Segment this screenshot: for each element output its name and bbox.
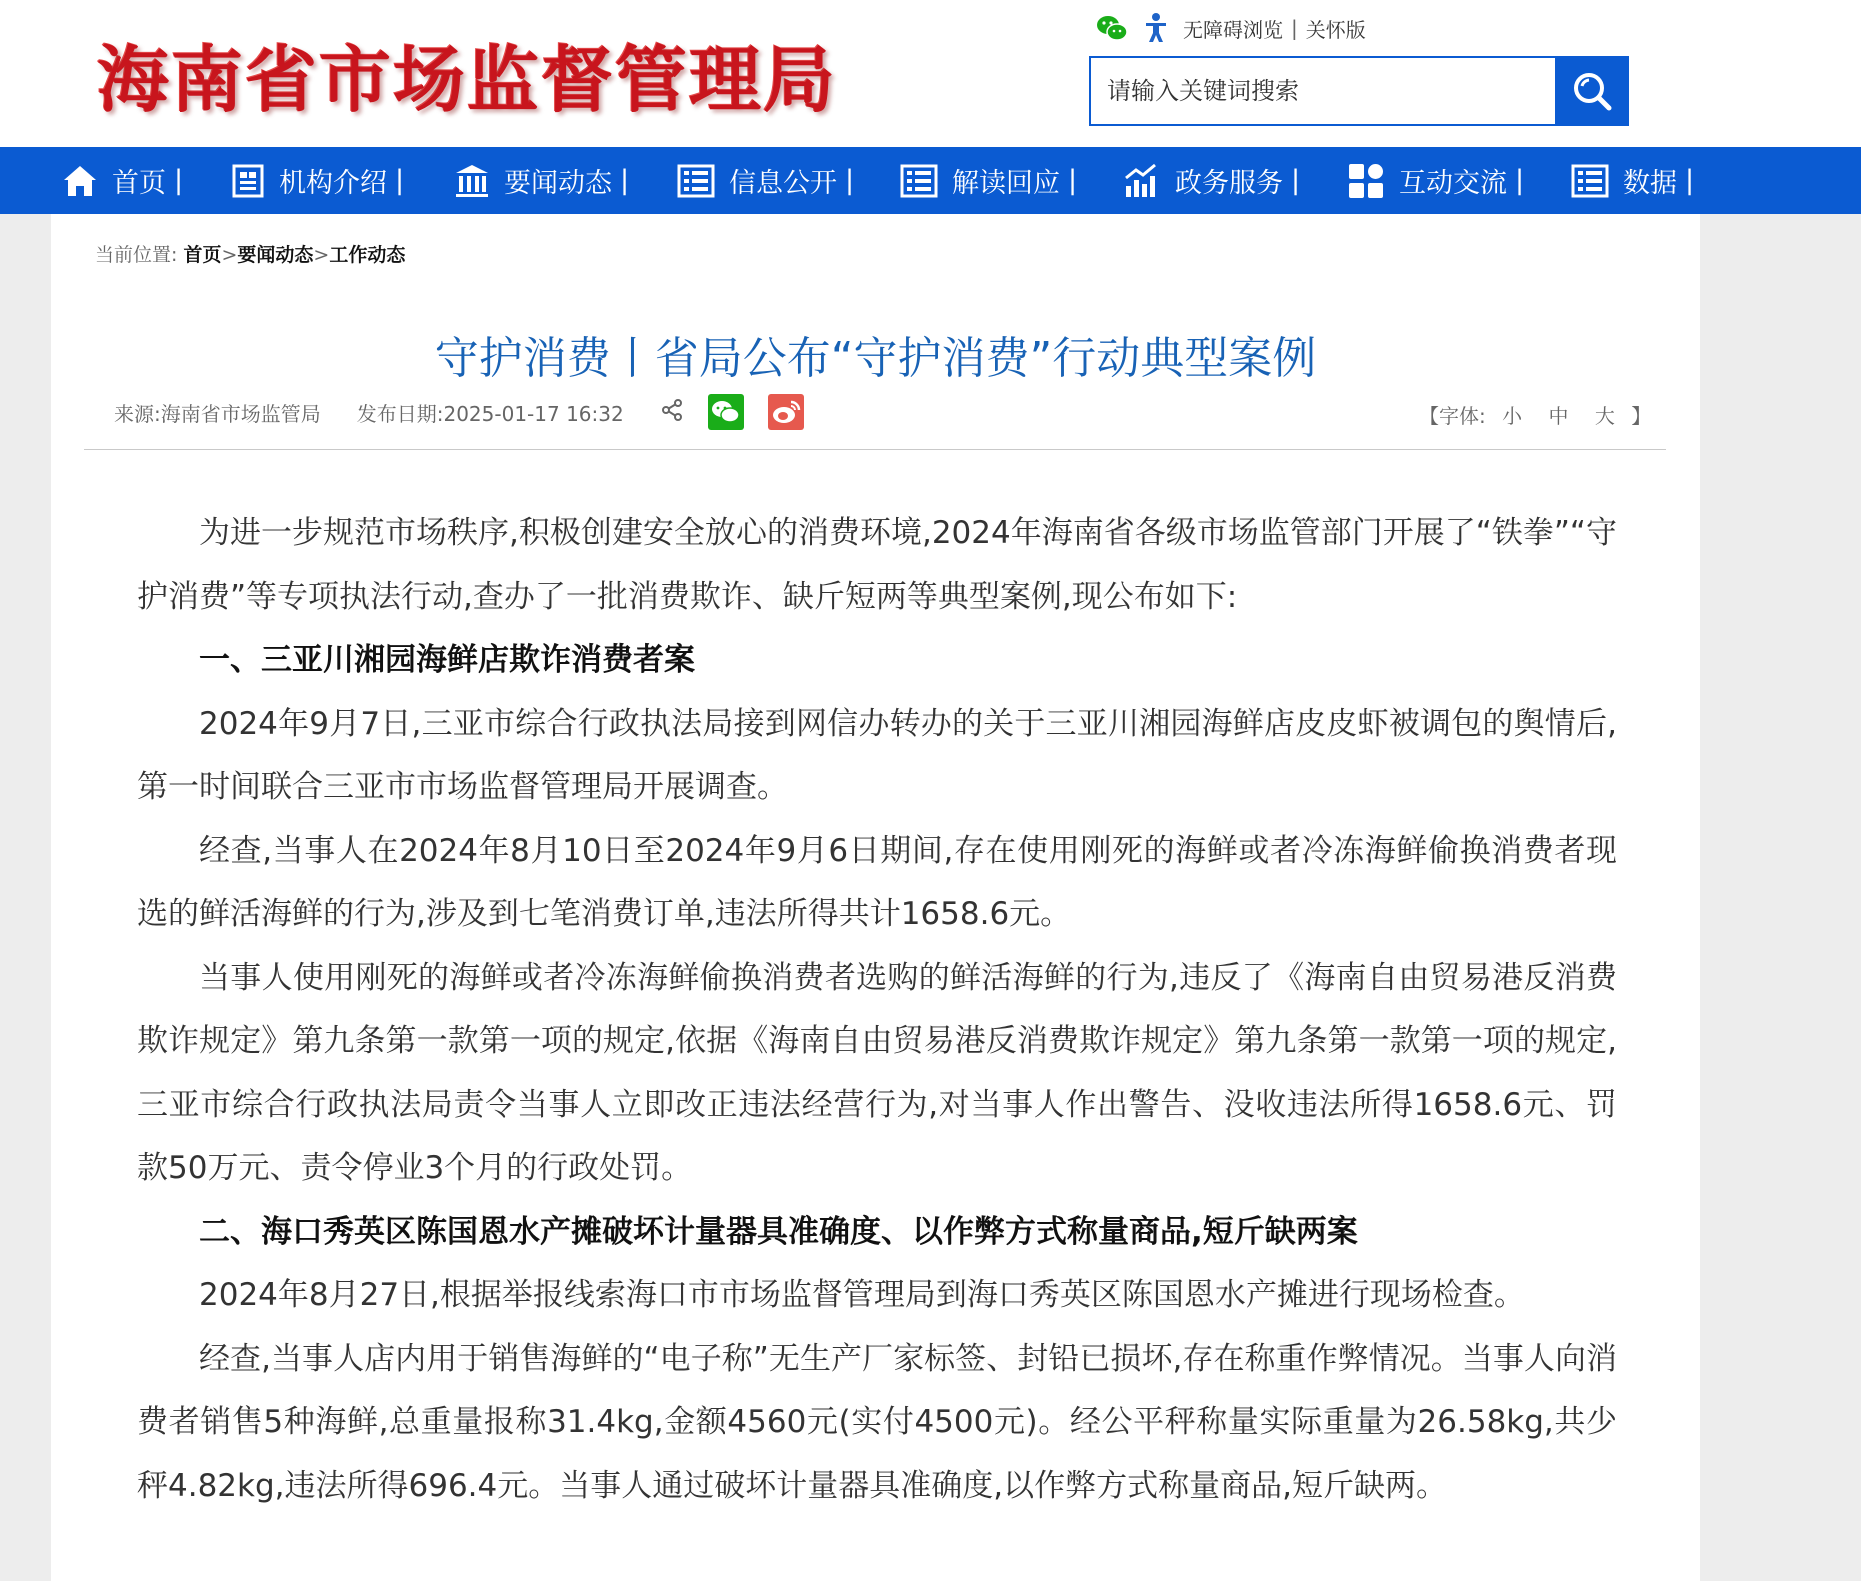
divider xyxy=(84,449,1666,450)
article-paragraph: 经查,当事人店内用于销售海鲜的“电子称”无生产厂家标签、封铅已损坏,存在称重作弊情况。当事人向消费者销售5种海鲜,总重量报称31.4kg,金额4560元(实付4500元)。经公平秤称量实际重量为26.58kg,共少秤4.82kg,违法所得696.4元。当事人通过破坏计量器具准确度,以作弊方式称量商品,短斤缺两。 xyxy=(137,1340,1617,1504)
wechat-icon[interactable] xyxy=(1095,11,1129,45)
list-icon xyxy=(900,163,938,199)
nav-item-label: 信息公开 xyxy=(729,168,837,199)
article-section-heading: 二、海口秀英区陈国恩水产摊破坏计量器具准确度、以作弊方式称量商品,短斤缺两案 xyxy=(199,1213,1358,1250)
nav-item-label: 数据 xyxy=(1623,168,1677,199)
search-box xyxy=(1089,56,1629,126)
nav-item-info[interactable] xyxy=(677,147,854,214)
share-icon[interactable] xyxy=(660,398,684,427)
nav-item-interaction[interactable] xyxy=(1347,147,1524,214)
home-icon xyxy=(62,163,98,199)
top-links-separator: | xyxy=(1291,16,1298,40)
breadcrumb-arrow: > xyxy=(221,244,238,266)
nav-item-label: 互动交流 xyxy=(1399,168,1507,199)
nav-item-news[interactable] xyxy=(454,147,629,214)
accessibility-link[interactable]: 无障碍浏览 xyxy=(1183,17,1283,42)
accessibility-icon[interactable] xyxy=(1139,11,1173,45)
article-section-heading: 一、三亚川湘园海鲜店欺诈消费者案 xyxy=(199,642,695,678)
article-source: 来源:海南省市场监管局 xyxy=(114,401,321,426)
breadcrumb-arrow: > xyxy=(313,244,330,266)
breadcrumb-news[interactable]: 要闻动态 xyxy=(237,244,314,266)
search-button[interactable] xyxy=(1555,56,1629,126)
top-links xyxy=(1095,8,1366,48)
article-title: 守护消费丨省局公布“守护消费”行动典型案例 xyxy=(434,333,1317,384)
nav-separator: | xyxy=(1515,165,1525,196)
nav-separator: | xyxy=(1291,165,1301,196)
breadcrumb xyxy=(95,240,405,267)
nav-item-service[interactable] xyxy=(1123,147,1300,214)
nav-separator: | xyxy=(395,165,405,196)
search-input[interactable] xyxy=(1091,58,1551,124)
org-icon xyxy=(231,163,265,199)
breadcrumb-work[interactable]: 工作动态 xyxy=(329,244,406,266)
nav-separator: | xyxy=(1685,165,1695,196)
nav-separator: | xyxy=(620,165,630,196)
nav-item-label: 要闻动态 xyxy=(504,168,612,199)
grid-icon xyxy=(1347,162,1385,200)
font-size-medium[interactable]: 中 xyxy=(1548,404,1569,428)
list-icon xyxy=(677,163,715,199)
nav-separator: | xyxy=(174,165,184,196)
font-size-large[interactable]: 大 xyxy=(1594,404,1615,428)
weibo-share-icon[interactable] xyxy=(768,394,804,430)
search-icon xyxy=(1570,69,1614,113)
font-size-label: 【字体: xyxy=(1419,404,1486,428)
article-body xyxy=(137,502,1617,1518)
nav-item-home[interactable] xyxy=(62,147,183,214)
site-logo[interactable]: 海南省市场监督管理局 xyxy=(97,37,838,122)
article-paragraph: 当事人使用刚死的海鲜或者冷冻海鲜偷换消费者选购的鲜活海鲜的行为,违反了《海南自由贸易港反消费欺诈规定》第九条第一款第一项的规定,依据《海南自由贸易港反消费欺诈规定》第九条第一款第一项的规定,三亚市综合行政执法局责令当事人立即改正违法经营行为,对当事人作出警告、没收违法所得1658.6元、罚款50万元、责令停业3个月的行政处罚。 xyxy=(137,959,1617,1186)
content-card xyxy=(51,214,1700,1581)
article-paragraph: 2024年9月7日,三亚市综合行政执法局接到网信办转办的关于三亚川湘园海鲜店皮皮虾被调包的舆情后,第一时间联合三亚市市场监督管理局开展调查。 xyxy=(137,705,1617,805)
article-date: 发布日期:2025-01-17 16:32 xyxy=(356,401,624,426)
nav-item-label: 政务服务 xyxy=(1175,168,1283,199)
nav-item-label: 机构介绍 xyxy=(279,168,387,199)
site-header xyxy=(0,0,1861,147)
font-size-label-close: 】 xyxy=(1631,404,1652,428)
font-size-small[interactable]: 小 xyxy=(1502,404,1523,428)
wechat-share-icon[interactable] xyxy=(708,394,744,430)
nav-item-label: 首页 xyxy=(112,168,166,199)
nav-item-label: 解读回应 xyxy=(952,168,1060,199)
main-nav xyxy=(0,147,1861,214)
nav-separator: | xyxy=(1068,165,1078,196)
breadcrumb-home[interactable]: 首页 xyxy=(183,244,222,266)
nav-item-interpret[interactable] xyxy=(900,147,1077,214)
article-paragraph: 经查,当事人在2024年8月10日至2024年9月6日期间,存在使用刚死的海鲜或者冷冻海鲜偷换消费者现选的鲜活海鲜的行为,涉及到七笔消费订单,违法所得共计1658.6元。 xyxy=(137,832,1617,932)
nav-separator: | xyxy=(845,165,855,196)
nav-item-org[interactable] xyxy=(231,147,404,214)
font-size-control xyxy=(1419,400,1651,429)
article-meta xyxy=(114,394,804,430)
article-paragraph: 为进一步规范市场秩序,积极创建安全放心的消费环境,2024年海南省各级市场监管部门开展了“铁拳”“守护消费”等专项执法行动,查办了一批消费欺诈、缺斤短两等典型案例,现公布如下: xyxy=(137,515,1617,615)
nav-item-data[interactable] xyxy=(1571,147,1694,214)
building-icon xyxy=(454,163,490,199)
list-icon xyxy=(1571,163,1609,199)
article-paragraph: 2024年8月27日,根据举报线索海口市市场监督管理局到海口秀英区陈国恩水产摊进行现场检查。 xyxy=(199,1277,1525,1313)
care-mode-link[interactable]: 关怀版 xyxy=(1305,17,1366,42)
chart-icon xyxy=(1123,162,1161,200)
breadcrumb-prefix: 当前位置: xyxy=(95,244,178,266)
